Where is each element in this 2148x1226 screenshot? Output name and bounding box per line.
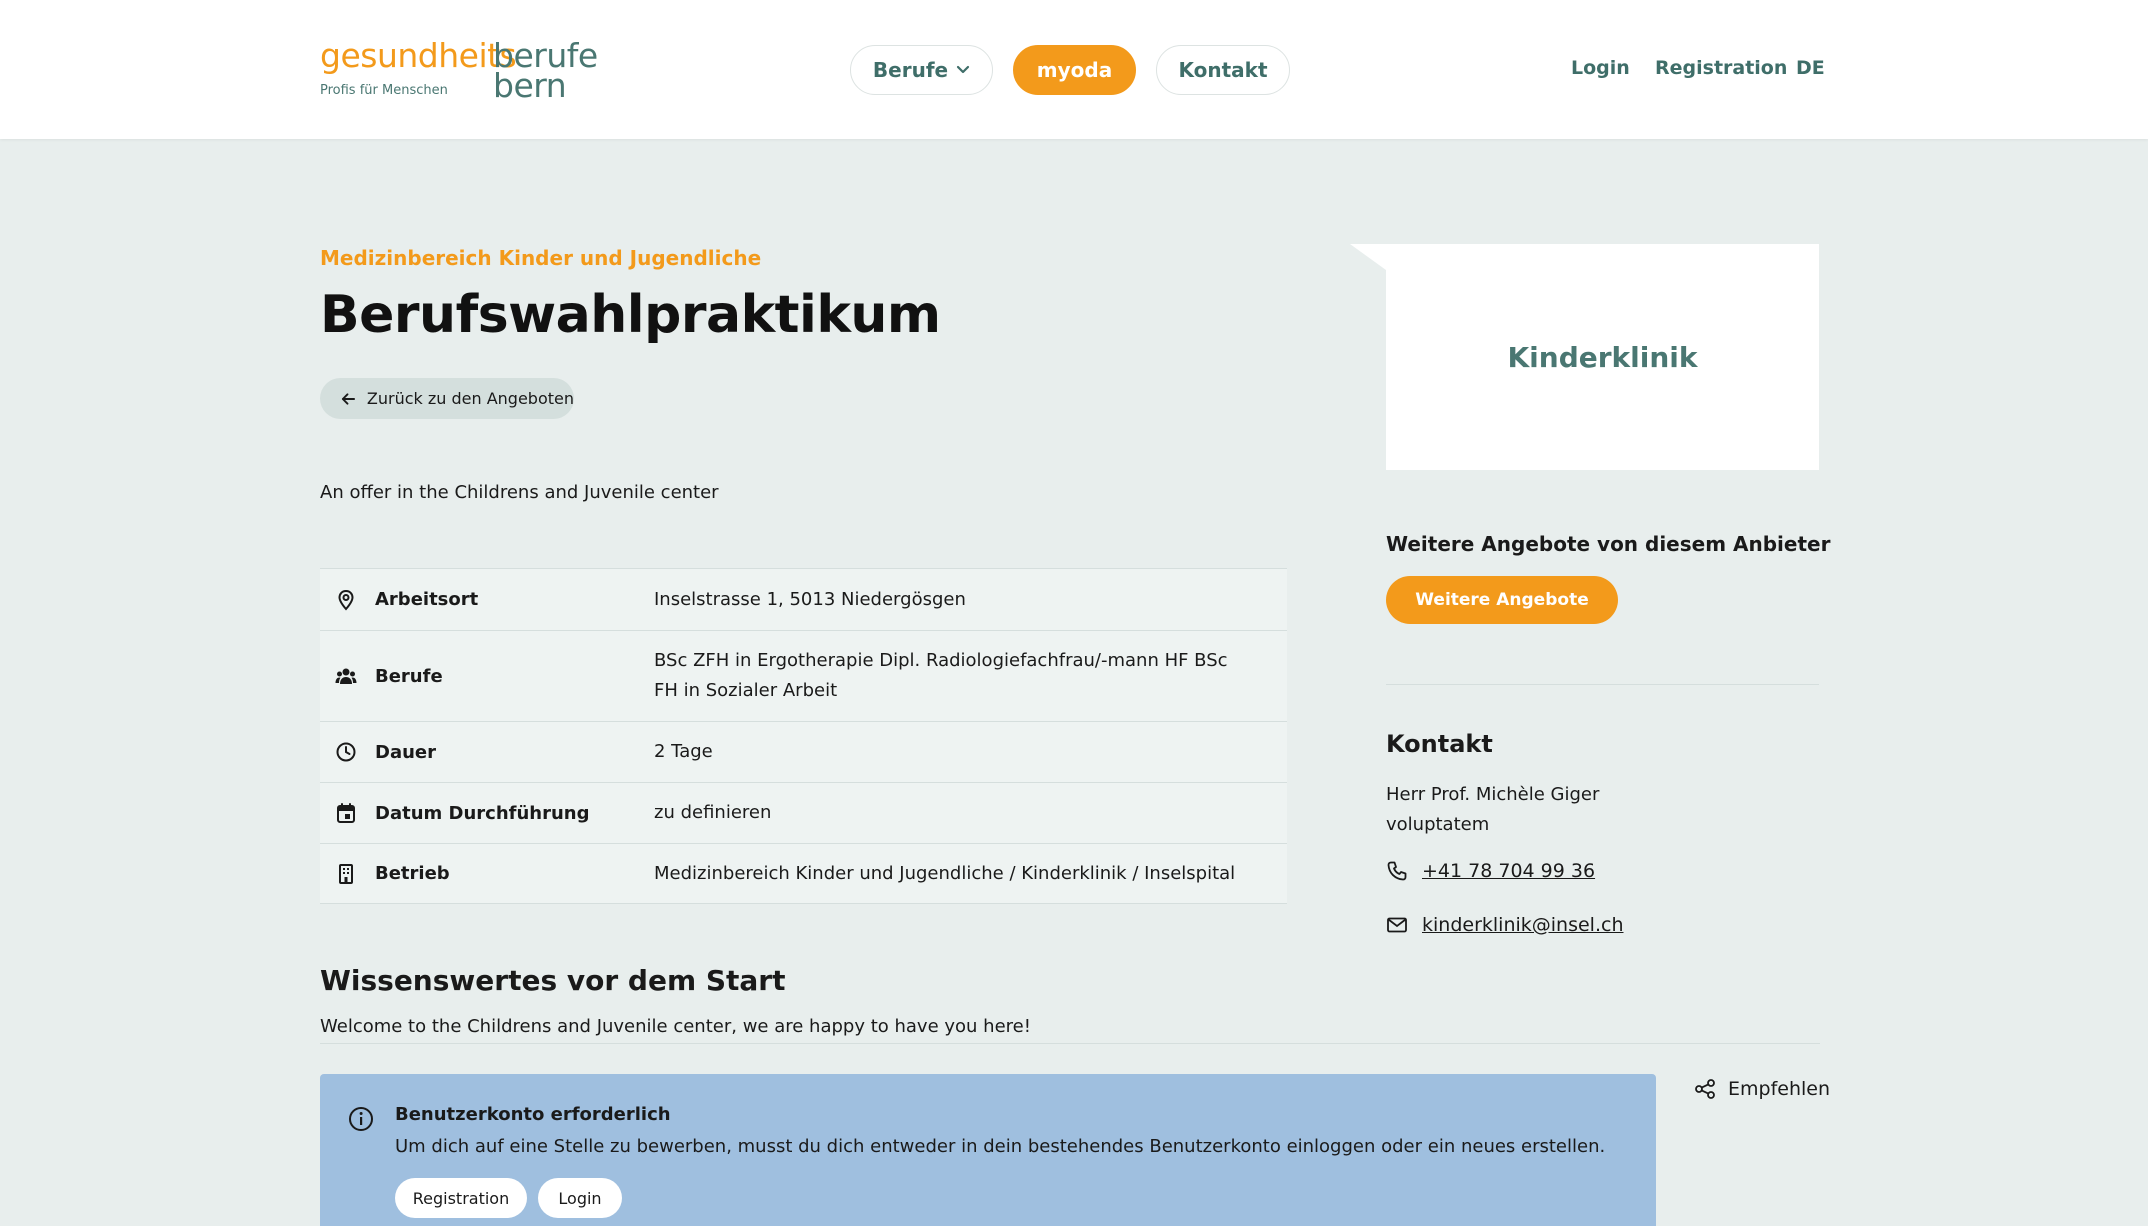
detail-row-dauer	[320, 721, 1287, 782]
logo-word-bern: bern	[493, 66, 567, 105]
notice-title: Benutzerkonto erforderlich	[395, 1104, 671, 1125]
nav-berufe-dropdown[interactable]	[850, 45, 993, 95]
notice-registration-button[interactable]: Registration	[395, 1178, 527, 1218]
detail-row-berufe	[320, 630, 1287, 721]
nav-berufe-label: Berufe	[872, 58, 949, 82]
divider	[1386, 684, 1819, 685]
clock-icon	[335, 741, 357, 763]
logo-tagline: Profis für Menschen	[320, 83, 448, 98]
site-header	[0, 0, 2148, 139]
detail-value: BSc ZFH in Ergotherapie Dipl. Radiologiefachfrau/-mann HF BSc FH in Sozialer Arbeit	[654, 650, 1228, 701]
detail-label: Datum Durchführung	[375, 802, 590, 824]
section-title-wissenswertes: Wissenswertes vor dem Start	[320, 964, 786, 997]
back-button-label: Zurück zu den Angeboten	[366, 389, 574, 408]
provider-card	[1386, 244, 1819, 470]
language-switcher[interactable]: DE	[1796, 57, 1825, 79]
share-icon	[1694, 1078, 1716, 1100]
detail-row-arbeitsort	[320, 568, 1287, 630]
location-pin-icon	[335, 589, 357, 611]
mail-icon	[1386, 914, 1408, 936]
phone-icon	[1386, 860, 1408, 882]
detail-row-betrieb	[320, 843, 1287, 904]
detail-value: Medizinbereich Kinder und Jugendliche / Kinderklinik / Inselspital	[654, 862, 1236, 884]
contact-phone: +41 78 704 99 36	[1422, 860, 1596, 882]
contact-email: kinderklinik@insel.ch	[1422, 914, 1624, 936]
detail-value: Inselstrasse 1, 5013 Niedergösgen	[654, 588, 966, 610]
more-offers-button[interactable]: Weitere Angebote	[1386, 576, 1618, 624]
contact-title: Kontakt	[1386, 730, 1493, 758]
offer-intro: An offer in the Childrens and Juvenile center	[320, 482, 719, 503]
calendar-icon	[335, 802, 357, 824]
notice-login-button[interactable]: Login	[538, 1178, 622, 1218]
share-button[interactable]	[1694, 1078, 1830, 1100]
arrow-left-icon	[340, 390, 357, 408]
info-icon	[348, 1106, 374, 1132]
offer-details-table	[320, 568, 1287, 904]
header-registration-link[interactable]: Registration	[1655, 57, 1788, 79]
logo-word-berufe: berufe	[493, 36, 598, 75]
people-icon	[335, 665, 357, 687]
detail-row-datum	[320, 782, 1287, 843]
account-required-notice	[320, 1074, 1656, 1226]
nav-myoda-button[interactable]: myoda	[1013, 45, 1136, 95]
page-title: Berufswahlpraktikum	[320, 285, 941, 345]
detail-label: Dauer	[375, 741, 436, 763]
nav-kontakt-button[interactable]: Kontakt	[1156, 45, 1290, 95]
contact-person-block	[1386, 780, 1599, 840]
share-label: Empfehlen	[1728, 1078, 1831, 1100]
building-icon	[335, 863, 357, 885]
offer-category[interactable]: Medizinbereich Kinder und Jugendliche	[320, 246, 762, 270]
detail-value: 2 Tage	[654, 741, 713, 762]
header-login-link[interactable]: Login	[1571, 57, 1630, 79]
contact-role: voluptatem	[1386, 814, 1490, 835]
contact-email-link[interactable]	[1386, 914, 1624, 936]
contact-person: Herr Prof. Michèle Giger	[1386, 784, 1600, 805]
detail-label: Berufe	[375, 665, 443, 687]
detail-label: Betrieb	[375, 863, 450, 884]
notice-text: Um dich auf eine Stelle zu bewerben, musst du dich entweder in dein bestehendes Benutzerkonto einloggen oder ein neues erstellen.	[395, 1136, 1606, 1157]
welcome-text: Welcome to the Childrens and Juvenile center, we are happy to have you here!	[320, 1016, 1031, 1037]
detail-label: Arbeitsort	[375, 589, 479, 610]
chevron-down-icon	[956, 63, 970, 77]
back-to-offers-button[interactable]	[320, 378, 574, 419]
card-corner-decoration	[1350, 244, 1386, 270]
contact-phone-link[interactable]	[1386, 860, 1595, 882]
logo-word-gesundheits: gesundheits	[320, 36, 517, 75]
provider-name: Kinderklinik	[1507, 340, 1698, 374]
detail-value: zu definieren	[654, 802, 772, 823]
more-offers-title: Weitere Angebote von diesem Anbieter	[1386, 532, 1831, 556]
divider	[320, 1043, 1820, 1044]
